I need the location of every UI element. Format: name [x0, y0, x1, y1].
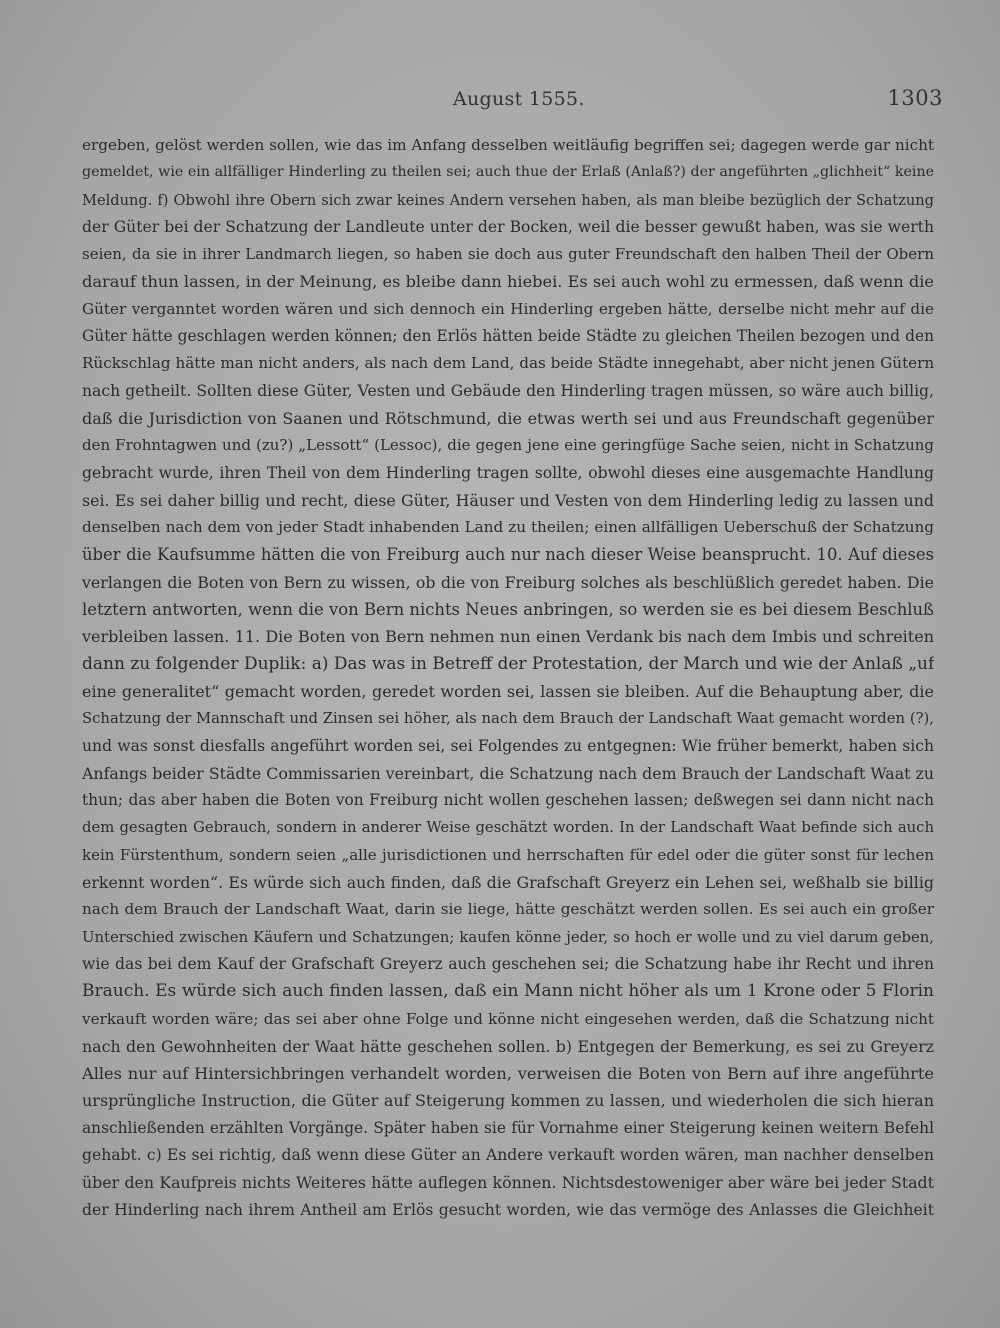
text-line: ursprüngliche Instruction, die Güter auf Steigerung kommen zu lassen, und wiederholen die sich hieran [82, 1091, 934, 1111]
text-line: gebracht wurde, ihren Theil von dem Hinderling tragen sollte, obwohl dieses eine ausgemachte Handlung [82, 463, 934, 482]
text-line: anschließenden erzählten Vorgänge. Später haben sie für Vornahme einer Steigerung keinen weitern Befehl [82, 1118, 934, 1137]
text-line: ergeben, gelöst werden sollen, wie das im Anfang desselben weitläufig begriffen sei; dagegen werde gar nicht [82, 136, 934, 154]
text-line: letztern antworten, wenn die von Bern nichts Neues anbringen, so werden sie es bei diesem Beschluß [82, 600, 934, 620]
text-line: dann zu folgender Duplik: a) Das was in Betreff der Protestation, der March und wie der Anlaß „uf [82, 653, 934, 674]
text-line: Güter verganntet worden wären und sich dennoch ein Hinderling ergeben hätte, derselbe nicht mehr auf die [82, 299, 934, 318]
text-line: seien, da sie in ihrer Landmarch liegen, so haben sie doch aus guter Freundschaft den halben Theil der Obern [82, 245, 934, 264]
text-line: daß die Jurisdiction von Saanen und Rötschmund, die etwas werth sei und aus Freundschaft gegenüber [82, 408, 934, 428]
text-line: der Hinderling nach ihrem Antheil am Erlös gesucht worden, wie das vermöge des Anlasses die Gleichheit [82, 1200, 934, 1219]
text-line: darauf thun lassen, in der Meinung, es bleibe dann hiebei. Es sei auch wohl zu ermessen, daß wenn die [82, 272, 934, 292]
text-line: nach den Gewohnheiten der Waat hätte geschehen sollen. b) Entgegen der Bemerkung, es sei zu Greyerz [82, 1036, 934, 1056]
text-line: Unterschied zwischen Käufern und Schatzungen; kaufen könne jeder, so hoch er wolle und zu viel darum geben, [82, 928, 934, 946]
text-line: Rückschlag hätte man nicht anders, als nach dem Land, das beide Städte innegehabt, aber nicht jenen Gütern [82, 354, 934, 373]
text-line: Brauch. Es würde sich auch finden lassen, daß ein Mann nicht höher als um 1 Krone oder 5 Florin [82, 981, 934, 1002]
body-text [82, 132, 934, 1224]
text-line: Anfangs beider Städte Commissarien vereinbart, die Schatzung nach dem Brauch der Landschaft Waat zu [82, 763, 934, 783]
text-line: denselben nach dem von jeder Stadt inhabenden Land zu theilen; einen allfälligen Ueberschuß der Schatzung [82, 518, 934, 537]
text-line: verbleiben lassen. 11. Die Boten von Bern nehmen nun einen Verdank bis nach dem Imbis und schreiten [82, 627, 934, 647]
text-line: nach dem Brauch der Landschaft Waat, darin sie liege, hätte geschätzt werden sollen. Es sei auch ein großer [82, 900, 934, 919]
running-head: August 1555. [453, 88, 585, 110]
text-line: Alles nur auf Hintersichbringen verhandelt worden, verweisen die Boten von Bern auf ihre angeführte [82, 1064, 934, 1084]
text-line: der Güter bei der Schatzung der Landleute unter der Bocken, weil die besser gewußt haben, was sie werth [82, 217, 934, 236]
text-line: dem gesagten Gebrauch, sondern in anderer Weise geschätzt worden. In der Landschaft Waat befinde sich auch [82, 819, 934, 837]
text-line: Meldung. f) Obwohl ihre Obern sich zwar keines Andern versehen haben, als man bleibe bezüglich der Schatzung [82, 191, 934, 209]
text-line: thun; das aber haben die Boten von Freiburg nicht wollen geschehen lassen; deßwegen sei dann nicht nach [82, 791, 934, 810]
text-line: verlangen die Boten von Bern zu wissen, ob die von Freiburg solches als beschlüßlich geredet haben. Die [82, 572, 934, 592]
text-line: kein Fürstenthum, sondern seien „alle jurisdictionen und herrschaften für edel oder die güter sonst für lechen [82, 845, 934, 864]
text-line: wie das bei dem Kauf der Grafschaft Greyerz auch geschehen sei; die Schatzung habe ihr Recht und ihren [82, 954, 934, 973]
text-line: Güter hätte geschlagen werden können; den Erlös hätten beide Städte zu gleichen Theilen bezogen und den [82, 327, 934, 346]
text-line: gehabt. c) Es sei richtig, daß wenn diese Güter an Andere verkauft worden wären, man nachher denselben [82, 1145, 934, 1164]
page-number: 1303 [887, 86, 943, 110]
text-line: erkennt worden“. Es würde sich auch finden, daß die Grafschaft Greyerz ein Lehen sei, weßhalb sie billig [82, 873, 934, 893]
text-line: nach getheilt. Sollten diese Güter, Vesten und Gebäude den Hinderling tragen müssen, so wäre auch billig, [82, 381, 934, 400]
text-line: über die Kaufsumme hätten die von Freiburg auch nur nach dieser Weise beansprucht. 10. Auf dieses [82, 545, 934, 565]
text-line: gemeldet, wie ein allfälliger Hinderling zu theilen sei; auch thue der Erlaß (Anlaß?) der angeführten „glichheit“ keine [82, 164, 934, 181]
text-line: den Frohntagwen und (zu?) „Lessott“ (Lessoc), die gegen jene eine geringfüge Sache seien, nicht in Schatzung [82, 436, 934, 455]
text-line: sei. Es sei daher billig und recht, diese Güter, Häuser und Vesten von dem Hinderling ledig zu lassen und [82, 490, 934, 510]
text-line: Schatzung der Mannschaft und Zinsen sei höher, als nach dem Brauch der Landschaft Waat gemacht worden (?), [82, 710, 934, 728]
page-header [0, 86, 1000, 116]
text-line: eine generalitet“ gemacht worden, geredet worden sei, lassen sie bleiben. Auf die Behauptung aber, die [82, 681, 934, 701]
text-line: verkauft worden wäre; das sei aber ohne Folge und könne nicht eingesehen werden, daß die Schatzung nicht [82, 1009, 934, 1028]
text-line: über den Kaufpreis nichts Weiteres hätte auflegen können. Nichtsdestoweniger aber wäre bei jeder Stadt [82, 1173, 934, 1193]
text-line: und was sonst diesfalls angeführt worden sei, sei Folgendes zu entgegnen: Wie früher bemerkt, haben sich [82, 736, 934, 755]
